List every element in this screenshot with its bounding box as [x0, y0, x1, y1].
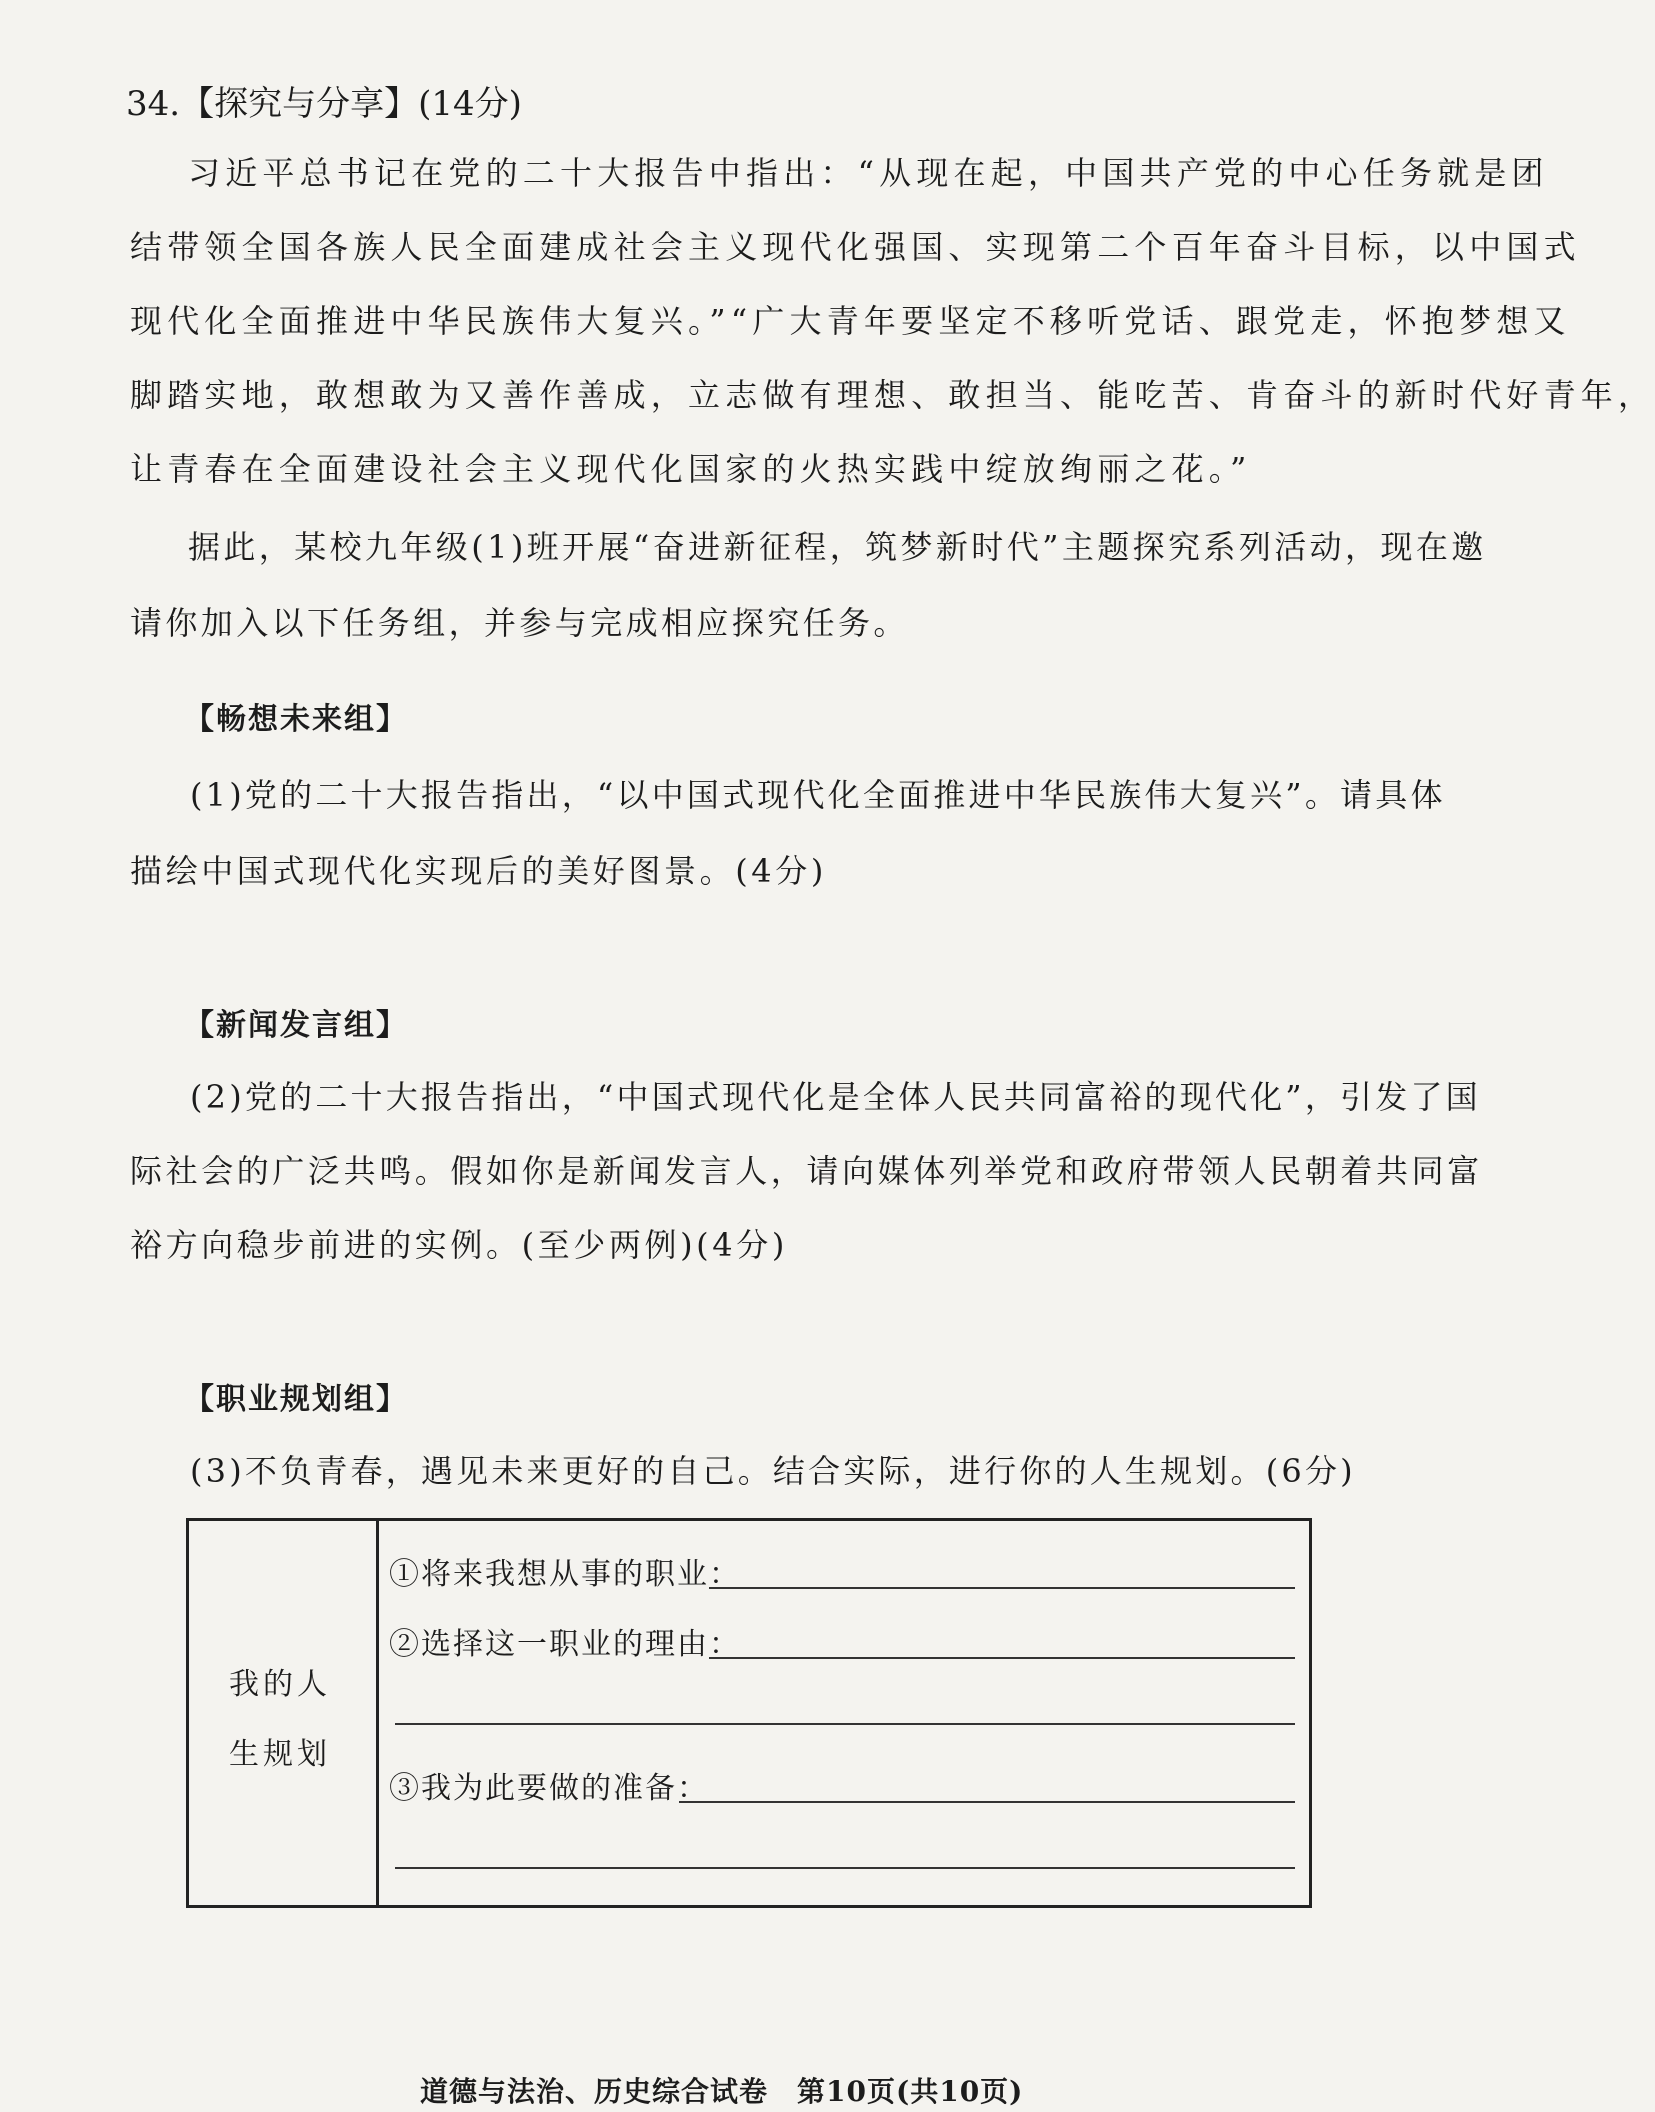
question-line: 裕方向稳步前进的实例。(至少两例)(4分) [130, 1226, 788, 1264]
material-line: 现代化全面推进中华民族伟大复兴。”“广大青年要坚定不移听党话、跟党走，怀抱梦想又 [130, 302, 1571, 340]
material-line: 结带领全国各族人民全面建成社会主义现代化强国、实现第二个百年奋斗目标，以中国式 [130, 228, 1581, 266]
question-line: (3)不负青春，遇见未来更好的自己。结合实际，进行你的人生规划。(6分) [190, 1452, 1356, 1490]
plan-item-reason: ②选择这一职业的理由： [389, 1627, 741, 1662]
plan-item-career: ①将来我想从事的职业： [389, 1557, 741, 1592]
career-answer-line[interactable] [709, 1587, 1295, 1589]
question-title: 34.【探究与分享】(14分) [126, 84, 522, 124]
reason-answer-line-2[interactable] [395, 1723, 1295, 1725]
material-line: 脚踏实地，敢想敢为又善作善成，立志做有理想、敢担当、能吃苦、肯奋斗的新时代好青年， [130, 376, 1655, 414]
life-plan-label-cell [189, 1521, 379, 1905]
question-line: 际社会的广泛共鸣。假如你是新闻发言人，请向媒体列举党和政府带领人民朝着共同富 [130, 1152, 1483, 1190]
question-line: (1)党的二十大报告指出，“以中国式现代化全面推进中华民族伟大复兴”。请具体 [190, 776, 1446, 814]
page-footer: 道德与法治、历史综合试卷 第10页(共10页) [420, 2075, 1024, 2108]
plan-item-preparation: ③我为此要做的准备： [389, 1771, 709, 1806]
reason-answer-line[interactable] [709, 1657, 1295, 1659]
life-plan-table [186, 1518, 1312, 1908]
preparation-answer-line[interactable] [679, 1801, 1295, 1803]
life-plan-label: 我的人 [229, 1667, 331, 1702]
material-line: 习近平总书记在党的二十大报告中指出：“从现在起，中国共产党的中心任务就是团 [188, 154, 1549, 192]
material-line: 让青春在全面建设社会主义现代化国家的火热实践中绽放绚丽之花。” [130, 450, 1252, 488]
group-heading: 【畅想未来组】 [184, 702, 408, 737]
life-plan-label: 生规划 [229, 1737, 331, 1772]
intro-line: 请你加入以下任务组，并参与完成相应探究任务。 [130, 604, 909, 642]
group-heading: 【职业规划组】 [184, 1382, 408, 1417]
intro-line: 据此，某校九年级(1)班开展“奋进新征程，筑梦新时代”主题探究系列活动，现在邀 [188, 528, 1487, 566]
preparation-answer-line-2[interactable] [395, 1867, 1295, 1869]
question-line: 描绘中国式现代化实现后的美好图景。(4分) [130, 852, 827, 890]
question-line: (2)党的二十大报告指出，“中国式现代化是全体人民共同富裕的现代化”，引发了国 [190, 1078, 1481, 1116]
group-heading: 【新闻发言组】 [184, 1008, 408, 1043]
